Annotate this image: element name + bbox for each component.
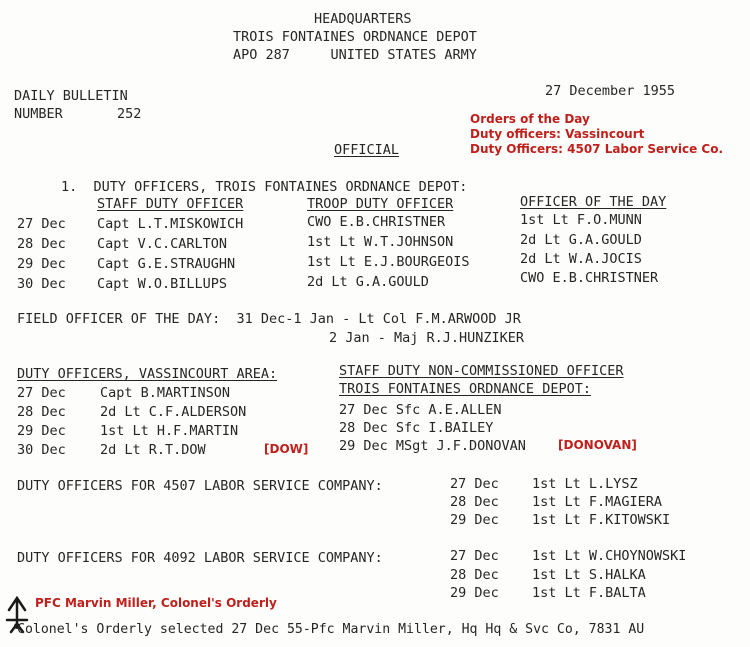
field-officer-line-2: 2 Jan - Maj R.J.HUNZIKER — [329, 330, 525, 346]
vass-row2-name: 2d Lt C.F.ALDERSON — [100, 404, 247, 420]
vass-row1-date: 27 Dec — [17, 385, 66, 401]
staff-nco-heading-2: TROIS FONTAINES ORDNANCE DEPOT: — [339, 381, 591, 397]
nco-row1: 27 Dec Sfc A.E.ALLEN — [339, 402, 502, 418]
row4-troop: 2d Lt G.A.GOULD — [307, 274, 429, 290]
labor4092-row3-name: 1st Lt F.BALTA — [532, 585, 646, 601]
row3-troop: 1st Lt E.J.BOURGEOIS — [307, 254, 470, 270]
staff-nco-heading-1: STAFF DUTY NON-COMMISSIONED OFFICER — [339, 363, 624, 379]
header-line-3: APO 287 UNITED STATES ARMY — [233, 47, 477, 63]
labor4092-row2-name: 1st Lt S.HALKA — [532, 567, 646, 583]
row4-staff: Capt W.O.BILLUPS — [97, 276, 228, 292]
vass-row1-name: Capt B.MARTINSON — [100, 385, 231, 401]
col-staff-duty-officer: STAFF DUTY OFFICER — [97, 196, 244, 212]
vass-row3-name: 1st Lt H.F.MARTIN — [100, 423, 239, 439]
colonels-orderly-line: Colonel's Orderly selected 27 Dec 55-Pfc Marvin Miller, Hq Hq & Svc Co, 7831 AU — [17, 622, 645, 637]
nco-row2: 28 Dec Sfc I.BAILEY — [339, 420, 494, 436]
row2-staff: Capt V.C.CARLTON — [97, 236, 228, 252]
vassincourt-heading: DUTY OFFICERS, VASSINCOURT AREA: — [17, 366, 278, 382]
row4-date: 30 Dec — [17, 276, 66, 292]
nco-row3: 29 Dec MSgt J.F.DONOVAN — [339, 438, 526, 454]
row1-staff: Capt L.T.MISKOWICH — [97, 216, 244, 232]
field-officer-line-1: FIELD OFFICER OF THE DAY: 31 Dec-1 Jan - Lt Col F.M.ARWOOD JR — [17, 311, 521, 327]
header-line-1: HEADQUARTERS — [314, 11, 412, 27]
annotation-duty-vassincourt: Duty officers: Vassincourt — [470, 127, 645, 141]
labor4507-row2-name: 1st Lt F.MAGIERA — [532, 494, 663, 510]
row2-troop: 1st Lt W.T.JOHNSON — [307, 234, 454, 250]
row2-day: 2d Lt G.A.GOULD — [520, 232, 642, 248]
labor4507-row3-date: 29 Dec — [450, 512, 499, 528]
col-troop-duty-officer: TROOP DUTY OFFICER — [307, 196, 454, 212]
labor4507-row1-name: 1st Lt L.LYSZ — [532, 476, 638, 492]
row4-day: CWO E.B.CHRISTNER — [520, 270, 659, 286]
row1-troop: CWO E.B.CHRISTNER — [307, 214, 446, 230]
vass-row3-date: 29 Dec — [17, 423, 66, 439]
labor4092-row1-name: 1st Lt W.CHOYNOWSKI — [532, 548, 687, 564]
col-officer-of-day: OFFICER OF THE DAY — [520, 194, 667, 210]
labor4507-row1-date: 27 Dec — [450, 476, 499, 492]
labor4507-row2-date: 28 Dec — [450, 494, 499, 510]
annotation-orders-of-day: Orders of the Day — [470, 112, 590, 126]
header-line-2: TROIS FONTAINES ORDNANCE DEPOT — [233, 29, 477, 45]
row3-date: 29 Dec — [17, 256, 66, 272]
bulletin-label: DAILY BULLETIN — [14, 88, 128, 104]
row3-staff: Capt G.E.STRAUGHN — [97, 256, 236, 272]
labor4092-row1-date: 27 Dec — [450, 548, 499, 564]
row1-day: 1st Lt F.O.MUNN — [520, 212, 642, 228]
annotation-duty-4507: Duty Officers: 4507 Labor Service Co. — [470, 142, 724, 156]
annotation-dow: [DOW] — [264, 442, 309, 456]
item1-heading: 1. DUTY OFFICERS, TROIS FONTAINES ORDNANCE DEPOT: — [61, 179, 468, 195]
vass-row2-date: 28 Dec — [17, 404, 66, 420]
labor4092-heading: DUTY OFFICERS FOR 4092 LABOR SERVICE COMPANY: — [17, 550, 383, 566]
annotation-pfc: PFC Marvin Miller, Colonel's Orderly — [35, 596, 277, 610]
bulletin-date: 27 December 1955 — [545, 83, 676, 99]
row2-date: 28 Dec — [17, 236, 66, 252]
bulletin-number-label: NUMBER — [14, 106, 63, 122]
annotation-donovan: [DONOVAN] — [558, 438, 637, 452]
labor4507-heading: DUTY OFFICERS FOR 4507 LABOR SERVICE COMPANY: — [17, 478, 383, 494]
row1-date: 27 Dec — [17, 216, 66, 232]
vass-row4-name: 2d Lt R.T.DOW — [100, 442, 206, 458]
section-official: OFFICIAL — [334, 142, 400, 158]
labor4092-row3-date: 29 Dec — [450, 585, 499, 601]
labor4507-row3-name: 1st Lt F.KITOWSKI — [532, 512, 671, 528]
labor4092-row2-date: 28 Dec — [450, 567, 499, 583]
row3-day: 2d Lt W.A.JOCIS — [520, 251, 642, 267]
bulletin-number: 252 — [117, 106, 142, 122]
vass-row4-date: 30 Dec — [17, 442, 66, 458]
